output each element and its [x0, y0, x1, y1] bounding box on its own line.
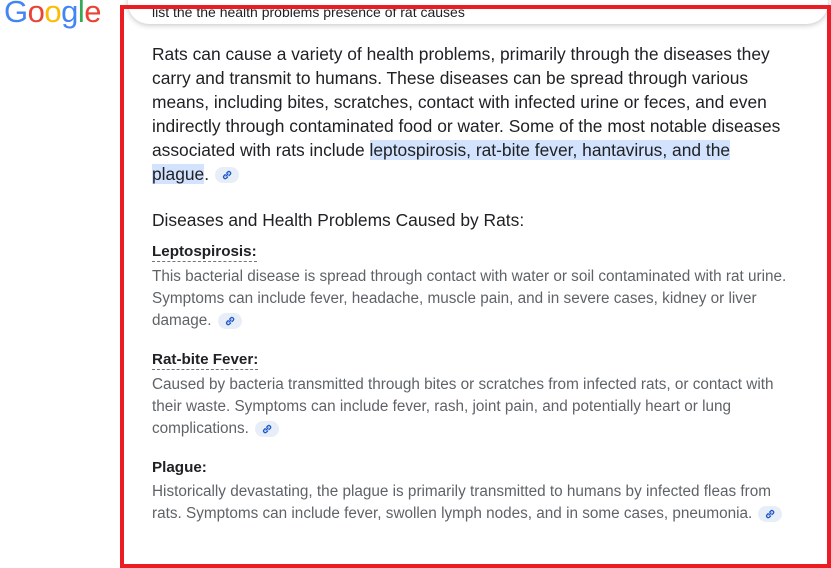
logo-letter: l: [77, 0, 85, 29]
disease-term[interactable]: Leptospirosis:: [152, 243, 257, 260]
link-icon: [764, 508, 776, 520]
desc-text: Caused by bacteria transmitted through bites or scratches from infected rats, or contact with their waste. Symptoms can include fever, rash, joint pain, and potentially heart or lung complications.: [152, 376, 774, 437]
disease-item-plague: [152, 459, 792, 525]
logo-letter: o: [44, 0, 62, 29]
source-link-chip[interactable]: [218, 313, 242, 329]
link-icon: [221, 169, 233, 181]
intro-paragraph: [152, 42, 782, 186]
source-link-chip[interactable]: [215, 167, 239, 183]
disease-term: Plague:: [152, 459, 207, 476]
disease-term[interactable]: Rat-bite Fever:: [152, 351, 259, 368]
desc-text: Historically devastating, the plague is primarily transmitted to humans by infected fleas from rats. Symptoms can include fever, swollen lymph nodes, and in some cases, pneumonia.: [152, 483, 771, 522]
logo-letter: G: [4, 0, 28, 29]
disease-item-rat-bite-fever: [152, 351, 792, 440]
search-input[interactable]: list the the health problems presence of rat causes: [152, 4, 465, 20]
source-link-chip[interactable]: [758, 506, 782, 522]
section-heading: Diseases and Health Problems Caused by Rats:: [152, 210, 525, 230]
link-icon: [224, 315, 236, 327]
google-logo[interactable]: [4, 0, 101, 30]
disease-description: [152, 266, 792, 332]
intro-text: Rats can cause a variety of health problems, primarily through the diseases they carry and transmit to humans. These diseases can be spread through various means, including bites, scratches, contact with infected urine or feces, and even indirectly through contaminated food or water. Some of the most notable diseases associated with rats include: [152, 44, 781, 160]
ai-overview: [152, 42, 787, 522]
disease-description: [152, 481, 792, 525]
disease-description: [152, 374, 792, 440]
logo-letter: e: [84, 0, 102, 29]
logo-letter: g: [61, 0, 78, 29]
link-icon: [261, 423, 273, 435]
logo-letter: o: [27, 0, 45, 29]
disease-item-leptospirosis: [152, 243, 792, 332]
source-link-chip[interactable]: [255, 421, 279, 437]
desc-text: This bacterial disease is spread through contact with water or soil contaminated with rat urine. Symptoms can include fever, headache, muscle pain, and in severe cases, kidney or liver damage.: [152, 268, 787, 329]
intro-end: .: [204, 164, 210, 184]
highlighted-text[interactable]: leptospirosis, rat-bite fever, hantavirus, and the plague: [152, 140, 731, 184]
